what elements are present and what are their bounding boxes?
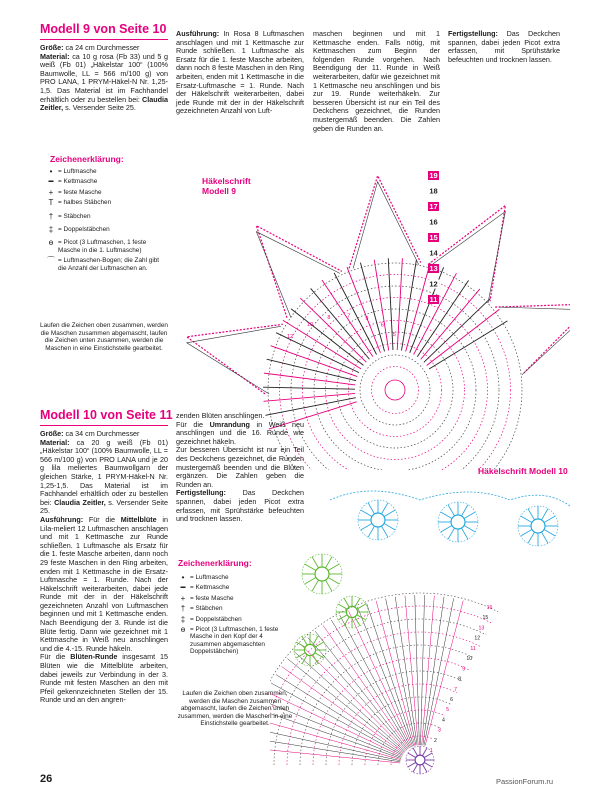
legend-text: = Kettmasche xyxy=(58,178,98,186)
flower-petal xyxy=(361,524,372,531)
model10-crochet-chart xyxy=(270,470,580,780)
flower-center xyxy=(371,513,385,527)
round-number: 11 xyxy=(470,645,476,652)
flower-petal xyxy=(542,532,549,543)
arc-number: 6 xyxy=(380,322,384,329)
legend-item xyxy=(44,199,164,206)
flower-petal xyxy=(408,753,416,758)
round-number: 16 xyxy=(429,217,438,227)
flower-petal xyxy=(521,530,532,537)
model10-legend-note: Laufen die Zeichen oben zusammen, werden die Maschen zusammen abgemascht, laufen die Zeichen unten zusammen, werden die Maschen in eine Einstichstelle gearbeitet. xyxy=(177,690,293,728)
flower-petal xyxy=(313,655,318,664)
ring xyxy=(291,286,499,470)
outer-flower xyxy=(302,554,342,594)
flower-petal xyxy=(448,528,455,539)
execution-text: In Rosa 8 Luftmaschen anschlagen und mit 1 Kettmasche zur Runde schließen. 1 Luftmasche als Ersatz für die 1. feste Masche arbeiten, dann noch 8 feste Maschen in den Ring arbeiten, enden mit 1 Kettmasche in die Ersatz-Luftmasche = 1. Runde. Nach der Häkelschrift weiterarbeiten, dabei jede Runde mit der in der Häkelschrift gezeichneten Anzahl von Luft- xyxy=(176,29,304,116)
model10-heading-rule xyxy=(40,425,168,426)
round-number: 12 xyxy=(429,279,438,289)
execution-tail: in Lila-meliert 12 Luftmaschen anschlagen und mit 1 Kettmasche zur Runde schließen. 1 Luftmasche als Ersatz für die 1. feste Masche arbeiten, dann noch 29 feste Maschen in den Ring arbeiten, enden mit 1 Kettmasche in die Ersatz-Luftmasche = 1. Runde. Nach der Häkelschrift weiterarbeiten, dabei jede Runde mit der in der Häkelschrift gezeichneten Anzahl von Luftmaschen beginnen und mit 1 Kettmasche enden. Nach Beendigung der 3. Runde ist die Blüte fertig. Dann wie gezeichnet mit 1 Kettmasche in Weiß neu anschlingen und die 4.-15. Runde häkeln. xyxy=(40,514,168,653)
supplier-name: Claudia Zeitler, xyxy=(40,94,168,113)
overview-text: Zur besseren Übersicht ist nur ein Teil des Deckchens gezeichnet, die Runden mustergemäß beenden und die Blüten ergänzen. Die Zahlen geben die Runden an. xyxy=(176,445,304,489)
chain-stitch-icon: • xyxy=(49,167,53,176)
flower-petal xyxy=(338,615,347,620)
round-number: 7 xyxy=(454,686,458,693)
arc-ring xyxy=(270,606,492,765)
petal-point xyxy=(495,304,570,373)
flower-petal xyxy=(464,526,475,533)
legend-text: = halbes Stäbchen xyxy=(58,199,112,207)
flower-center xyxy=(346,606,357,617)
ring xyxy=(280,275,511,471)
round-number: 5 xyxy=(446,707,449,714)
round-number: 10 xyxy=(466,656,473,663)
petal-inner xyxy=(353,182,419,269)
legend-item xyxy=(44,226,164,233)
ray xyxy=(323,625,409,748)
flower-center xyxy=(531,519,545,533)
flower-petal xyxy=(326,580,333,591)
round-number: 2 xyxy=(433,737,437,744)
model9-text-col3 xyxy=(313,30,440,133)
petal-inner xyxy=(256,232,340,318)
ray xyxy=(376,601,415,746)
picot-icon: ɵ xyxy=(48,238,54,248)
legend-text: = Luftmasche xyxy=(190,574,229,581)
flower-petal xyxy=(542,509,549,520)
legend-text: = Picot (3 Luftmaschen, 1 feste Masche in die 1. Luftmasche) xyxy=(58,239,147,254)
outer-flower xyxy=(294,634,326,666)
outer-flower xyxy=(336,596,368,628)
border-label: Umrandung xyxy=(209,419,250,429)
flower-petal xyxy=(312,557,319,568)
execution-text: Für die xyxy=(83,514,121,524)
material-text: ca 10 g rosa (Fb 33) und 5 g weiß (Fb 01) „Häkelstar 100“ (100% Baumwolle, LL = 566 m/100 g) von PRO LANA, 1 PRYM-Häkel-N Nr. 1,25-1,5. Das Material ist im Fachhandel erhältlich oder zu bestellen bei: xyxy=(40,51,168,104)
material-tail: s. Versender Seite 25. xyxy=(40,497,168,516)
flower-petal xyxy=(355,617,360,626)
double-crochet-icon: † xyxy=(180,604,186,614)
stitch-spoke xyxy=(374,260,388,351)
round-number: 13 xyxy=(429,264,438,273)
arc-number: 9 xyxy=(365,316,369,323)
petal-point xyxy=(187,324,283,394)
petal-inner xyxy=(429,212,505,304)
stitch-spoke xyxy=(264,373,355,385)
ray xyxy=(315,631,407,749)
model9-legend-title: Zeichenerklärung: xyxy=(50,154,124,164)
flower-petal xyxy=(528,509,535,520)
border-text: in Weiß neu anschlingen und die 16. Runde wie gezeichnet häkeln. xyxy=(176,419,304,446)
flower-petal xyxy=(441,512,452,519)
single-crochet-icon: + xyxy=(48,187,54,197)
flower-petal xyxy=(328,564,339,571)
execution-label: Ausführung: xyxy=(176,29,220,38)
flower-petal xyxy=(544,530,555,537)
stitch-spoke xyxy=(263,387,355,389)
arc-number: 7 xyxy=(347,313,351,320)
model9-text-col4 xyxy=(448,30,560,64)
flower-petal xyxy=(384,524,395,531)
stitch-spoke xyxy=(406,263,431,352)
legend-item xyxy=(44,239,164,254)
legend-item xyxy=(44,257,164,272)
model10-diagram-label: Häkelschrift Modell 10 xyxy=(478,466,568,476)
legend-item xyxy=(44,168,164,175)
flower-center xyxy=(315,567,329,581)
round-number: 1 xyxy=(429,748,433,755)
round-number: 13 xyxy=(478,625,485,632)
finishing-label: Fertigstellung: xyxy=(176,488,226,498)
round-number: 17 xyxy=(429,202,438,211)
legend-item xyxy=(44,189,164,196)
size-text: ca 24 cm Durchmesser xyxy=(63,43,140,52)
size-label: Größe: xyxy=(40,43,64,52)
ray xyxy=(270,701,401,758)
ring xyxy=(326,321,465,460)
footer-site: PassionForum.ru xyxy=(496,777,554,786)
ray xyxy=(425,601,466,746)
round-number: 8 xyxy=(458,676,462,683)
flower-round-prefix: Für die xyxy=(40,652,71,662)
flower-center xyxy=(451,515,465,529)
model9-legend xyxy=(44,168,164,275)
flower-petal xyxy=(344,598,349,607)
legend-text: = Doppelstäbchen xyxy=(58,226,110,234)
legend-text: = Doppelstäbchen xyxy=(190,615,242,623)
half-double-icon: T xyxy=(48,198,54,208)
flower-petal xyxy=(357,615,366,620)
round-number: 15 xyxy=(482,615,489,622)
model10-heading: Modell 10 von Seite 11 xyxy=(40,408,173,422)
joining-text: zenden Blüten anschlingen. xyxy=(176,411,265,420)
stitch-spoke xyxy=(397,258,402,350)
flower-petal xyxy=(368,526,375,537)
flower-petal xyxy=(305,564,316,571)
legend-text: = feste Masche xyxy=(190,594,234,602)
stitch-spoke xyxy=(401,260,416,351)
legend-item xyxy=(44,178,164,185)
model9-text-col1 xyxy=(40,44,168,113)
flower-petal xyxy=(355,598,360,607)
diagram-label-line2: Modell 9 xyxy=(202,186,237,196)
treble-crochet-icon: ‡ xyxy=(48,225,54,235)
outer-flower xyxy=(358,500,398,540)
arc-number: 8 xyxy=(327,315,331,322)
petal-point xyxy=(349,176,421,269)
flower-petal xyxy=(305,578,316,585)
center-ring xyxy=(385,380,405,400)
ray xyxy=(340,615,411,747)
flower-petal xyxy=(338,604,347,609)
chain-stitch-icon: • xyxy=(181,573,185,582)
ring xyxy=(360,355,430,425)
execution-label: Ausführung: xyxy=(40,514,84,524)
picot-icon: ɵ xyxy=(180,625,186,635)
flower-petal xyxy=(424,762,432,767)
round-number: 14 xyxy=(429,248,438,258)
flower-petal xyxy=(462,505,469,516)
model9-heading-rule xyxy=(40,39,168,40)
flower-petal xyxy=(544,516,555,523)
legend-text: = Luftmasche xyxy=(58,168,97,175)
petal-inner xyxy=(499,307,570,375)
flower-petal xyxy=(448,505,455,516)
slip-stitch-icon: ▬ xyxy=(48,178,54,185)
flower-round-label: Blüten-Runde xyxy=(70,652,118,662)
finishing-text: Das Deckchen spannen, dabei jeden Picot extra erfassen, mit Sprühstärke befeuchten und trocknen lassen. xyxy=(448,29,560,64)
model9-text-col2 xyxy=(176,30,304,116)
flower-round-text: insgesamt 15 Blüten wie die Mittelblüte arbeiten, dabei jeweils zur Verbindung in der 3. Runde mit festen Maschen an den mit Pfeil gekennzeichneten Stellen der 15. Runde und an den angren- xyxy=(40,652,168,705)
supplier-name: Claudia Zeitler, xyxy=(54,497,106,507)
center-flower-label: Mittelblüte xyxy=(120,514,157,524)
stitch-spoke xyxy=(417,280,468,356)
ring xyxy=(337,332,453,448)
slip-stitch-icon: ▬ xyxy=(180,584,186,591)
round-number: 12 xyxy=(474,635,481,642)
flower-petal xyxy=(328,578,339,585)
ray xyxy=(422,596,435,745)
flower-petal xyxy=(413,748,418,756)
model10-legend-title: Zeichenerklärung: xyxy=(178,558,252,568)
model9-legend-note: Laufen die Zeichen oben zusammen, werden die Maschen zusammen abgemascht, laufen die Zeichen unten zusammen, werden die Maschen in eine Einstichstelle gearbeitet. xyxy=(40,322,168,352)
border-prefix: Für die xyxy=(176,419,210,429)
legend-text: = feste Masche xyxy=(58,188,102,196)
round-number: 4 xyxy=(442,717,445,724)
model10-text-col1 xyxy=(40,430,168,705)
flower-petal xyxy=(344,617,349,626)
stitch-spoke xyxy=(347,267,380,353)
round-number: 19 xyxy=(429,171,438,180)
legend-text: = Picot (3 Luftmaschen, 1 feste Masche in den Kopf der 4 zusammen abgemaschten Doppelstäbchen) xyxy=(190,626,279,656)
chain-arc-icon: ⌒ xyxy=(47,256,55,266)
ring xyxy=(349,344,442,437)
stitch-spoke xyxy=(283,320,361,369)
size-text: ca 34 cm Durchmesser xyxy=(63,429,140,438)
legend-text: = Luftmaschen-Bogen; die Zahl gibt die Anzahl der Luftmaschen an. xyxy=(58,257,160,272)
flower-petal xyxy=(361,510,372,517)
execution-text-cont: maschen beginnen und mit 1 Kettmasche enden. Falls nötig, mit Kettmaschen zum Beginn der folgenden Runde vorgehen. Nach Beendigung der 11. Runde in Weiß weiterarbeiten, dafür wie gezeichnet mit 1 Kettmasche neu anschlingen und bis zur 19. Runde weiterhäkeln. Zur besseren Übersicht ist nur ein Teil des Deckchens gezeichnet, die Runden mustergemäß beenden. Die Zahlen geben die Runden an. xyxy=(313,29,440,133)
ray xyxy=(405,596,418,745)
flower-petal xyxy=(528,532,535,543)
petal-inner xyxy=(187,326,281,394)
round-number: 11 xyxy=(429,295,438,304)
flower-petal xyxy=(422,748,427,756)
ray xyxy=(421,595,425,745)
material-label: Material: xyxy=(40,437,70,447)
flower-petal xyxy=(408,762,416,767)
round-number: 16 xyxy=(486,604,493,611)
flower-petal xyxy=(382,503,389,514)
flower-petal xyxy=(462,528,469,539)
petal-point xyxy=(256,226,342,318)
legend-text: = Kettmasche xyxy=(190,584,230,592)
material-label: Material: xyxy=(40,51,70,61)
stitch-spoke xyxy=(300,298,369,362)
finishing-label: Fertigstellung: xyxy=(448,29,498,38)
double-crochet-icon: † xyxy=(48,211,54,221)
treble-crochet-icon: ‡ xyxy=(180,614,186,624)
ring xyxy=(372,367,419,414)
model9-heading: Modell 9 von Seite 10 xyxy=(40,22,167,36)
flower-petal xyxy=(315,653,324,658)
stitch-spoke xyxy=(360,263,384,352)
flower-center xyxy=(415,755,425,765)
ring xyxy=(268,263,522,470)
diagram-label-line1: Häkelschrift xyxy=(202,176,251,186)
ray xyxy=(415,595,420,745)
ring xyxy=(303,298,488,471)
page-number: 26 xyxy=(40,773,53,785)
material-text: ca 20 g weiß (Fb 01) „Häkelstar 100“ (100% Baumwolle, LL = 566 m/100 g) von PRO LANA und je 20 g lila meliertes Baumwollgarn der gleichen Stärke, 1 PRYM-Häkel-N Nr. 1,25-1,5. Das Material ist im Fachhandel erhältlich oder zu bestellen bei: xyxy=(40,437,168,507)
stitch-spoke xyxy=(427,309,500,365)
round-number: 6 xyxy=(450,696,454,703)
flower-petal xyxy=(422,764,427,772)
flower-petal xyxy=(326,557,333,568)
size-label: Größe: xyxy=(40,429,64,438)
ray xyxy=(424,598,454,745)
legend-text: = Stäbchen xyxy=(190,605,223,613)
material-tail: s. Versender Seite 25. xyxy=(63,103,136,113)
flower-petal xyxy=(312,580,319,591)
flower-petal xyxy=(382,526,389,537)
legend-text: = Stäbchen xyxy=(58,212,91,220)
flower-petal xyxy=(368,503,375,514)
flower-petal xyxy=(464,512,475,519)
round-number: 18 xyxy=(429,186,438,196)
finishing-text: Das Deckchen spannen, dabei jeden Picot extra erfassen, mit Sprühstärke befeuchten und trocknen lassen. xyxy=(176,488,304,524)
arc-number: 5 xyxy=(392,332,396,339)
single-crochet-icon: + xyxy=(180,593,186,603)
round-number: 15 xyxy=(429,233,438,242)
round-number: 3 xyxy=(437,727,441,734)
flower-petal xyxy=(521,516,532,523)
outer-flower xyxy=(438,502,478,542)
arc-number: 12 xyxy=(286,333,294,340)
round-number: 9 xyxy=(462,666,466,673)
legend-item xyxy=(44,213,164,220)
flower-petal xyxy=(384,510,395,517)
flower-petal xyxy=(441,526,452,533)
stitch-spoke xyxy=(429,321,507,369)
outer-flower xyxy=(518,506,558,546)
ray xyxy=(287,659,404,753)
flower-petal xyxy=(413,764,418,772)
arc-number: 10 xyxy=(306,321,314,328)
